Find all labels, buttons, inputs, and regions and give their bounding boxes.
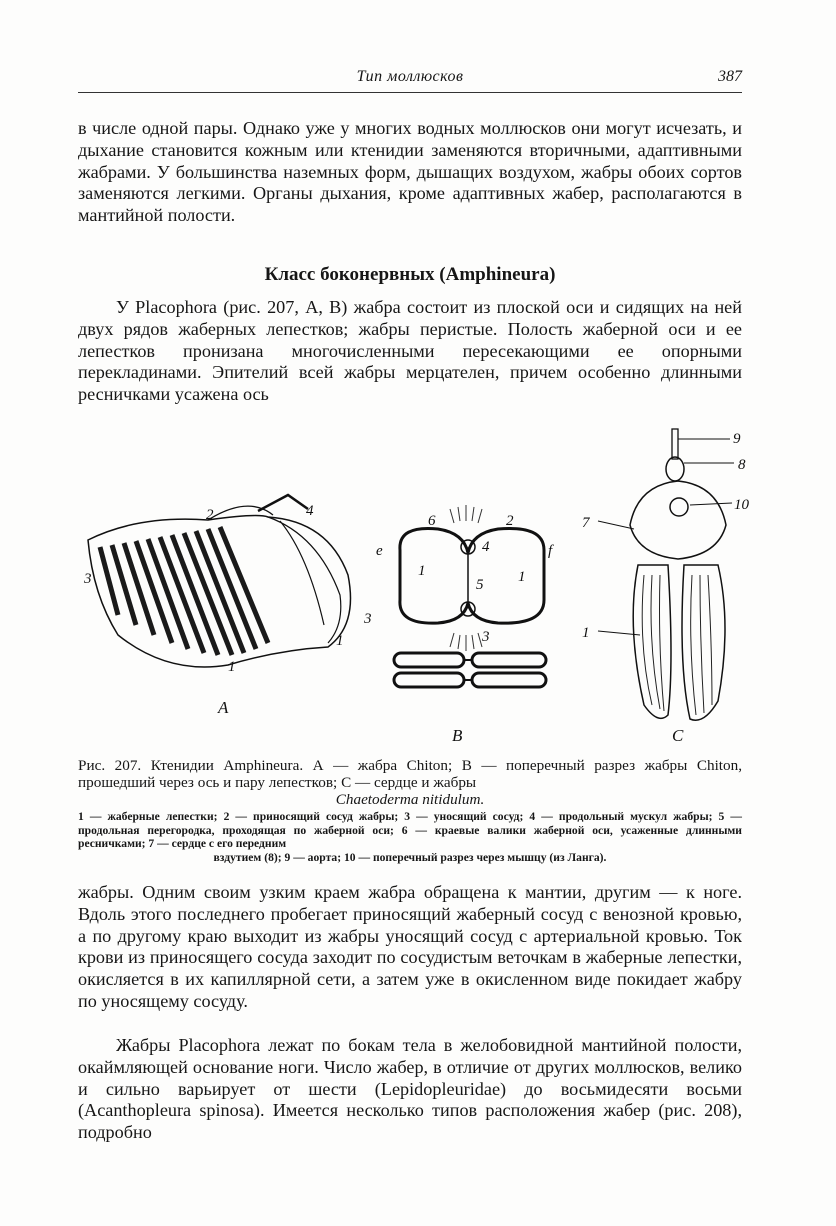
- fig-label-c-1: 1: [582, 625, 590, 641]
- fig-label-b-6: 6: [428, 513, 436, 529]
- page-header: [78, 66, 742, 93]
- caption-species: Chaetoderma nitidulum.: [335, 791, 485, 808]
- panel-b-letter: В: [452, 726, 463, 745]
- panel-c-letter: С: [672, 726, 684, 745]
- fig-label-a-3a: 3: [84, 571, 92, 587]
- paragraph-placophora-1: У Placophora (рис. 207, А, В) жабра состоит из плоской оси и сидящих на ней двух рядов жаберных лепестков; жабры перистые. Полость жаберной оси и ее лепестков пронизана многочисленными пересекающими ее опорными перекладинами. Эпителий всей жабры мерцателен, причем особенно длинными ресничками усажена ось: [78, 297, 742, 405]
- fig-label-c-9: 9: [733, 431, 741, 447]
- page-number: 387: [718, 68, 742, 85]
- section-title: Класс боконервных (Amphineura): [264, 264, 556, 285]
- paragraph-after-figure-2: Жабры Placophora лежат по бокам тела в желобовидной мантийной полости, окаймляющей основание ноги. Число жабер, в отличие от других моллюсков, велико и сильно варьирует от шести (Lepidopleuridae) до восьмидесяти восьми (Acanthopleura spinosa). Имеется несколько типов расположения жабер (рис. 208), подробно: [78, 1035, 742, 1143]
- fig-label-a-1a: 1: [228, 659, 236, 675]
- figure-legend: [78, 810, 742, 864]
- fig-label-a-3b: 3: [364, 611, 372, 627]
- fig-label-c-7: 7: [582, 515, 590, 531]
- fig-label-b-3: 3: [482, 629, 490, 645]
- fig-label-a-1b: 1: [336, 633, 344, 649]
- paragraph-after-figure-1: жабры. Одним своим узким краем жабра обращена к мантии, другим — к ноге. Вдоль этого последнего пробегает приносящий жаберный сосуд с венозной кровью, а по другому краю выходит из жабры уносящий сосуд с артериальной кровью. Ток крови из приносящего сосуда заходит по сосудистым веточкам в жаберные лепестки, окисляется в их капиллярной сети, а затем уже в окисленном виде покидает жабру по уносящему сосуду.: [78, 882, 742, 1011]
- panel-a-letter: А: [218, 698, 229, 717]
- fig-label-b-f: f: [548, 543, 553, 559]
- fig-label-a-4: 4: [306, 503, 314, 519]
- fig-label-b-2: 2: [506, 513, 514, 529]
- legend-last-line: вздутием (8); 9 — аорта; 10 — поперечный разрез через мышцу (из Ланга).: [213, 850, 607, 864]
- fig-label-b-1b: 1: [518, 569, 526, 585]
- fig-label-b-e: e: [376, 543, 383, 559]
- fig-label-b-4: 4: [482, 539, 490, 555]
- fig-label-c-10: 10: [734, 497, 749, 513]
- paragraph-intro: в числе одной пары. Однако уже у многих водных моллюсков они могут исчезать, и дыхание становится кожным или ктенидии заменяются вторичными, адаптивными жабрами. У большинства наземных форм, дышащих воздухом, жабры обоих сортов заменяются легкими. Органы дыхания, кроме адаптивных жабер, располагаются в мантийной полости.: [78, 118, 742, 226]
- panel-c-heart-gill-drawing: [630, 429, 726, 720]
- legend-text: 1 — жаберные лепестки; 2 — приносящий сосуд жабры; 3 — уносящий сосуд; 4 — продольный мускул жабры; 5 — продольная перегородка, проходящая по жаберной оси; 6 — краевые валики жаберной оси, усаженные длинными ресничками; 7 — сердце с его передним: [78, 810, 742, 851]
- figure-207-illustration: [78, 425, 758, 757]
- fig-label-b-5: 5: [476, 577, 484, 593]
- panel-a-gill-drawing: [88, 495, 351, 667]
- figure-caption: [78, 757, 742, 808]
- fig-label-a-2: 2: [206, 507, 214, 523]
- panel-b-cross-section-drawing: [394, 505, 546, 687]
- caption-main: Рис. 207. Ктенидии Amphineura. А — жабра Chiton; В — поперечный разрез жабры Chiton, прошедший через ось и пару лепестков; С — сердце и жабры: [78, 757, 742, 791]
- fig-label-c-8: 8: [738, 457, 746, 473]
- fig-label-b-1a: 1: [418, 563, 426, 579]
- running-title: Тип моллюсков: [356, 68, 464, 85]
- figure-207: [78, 425, 758, 757]
